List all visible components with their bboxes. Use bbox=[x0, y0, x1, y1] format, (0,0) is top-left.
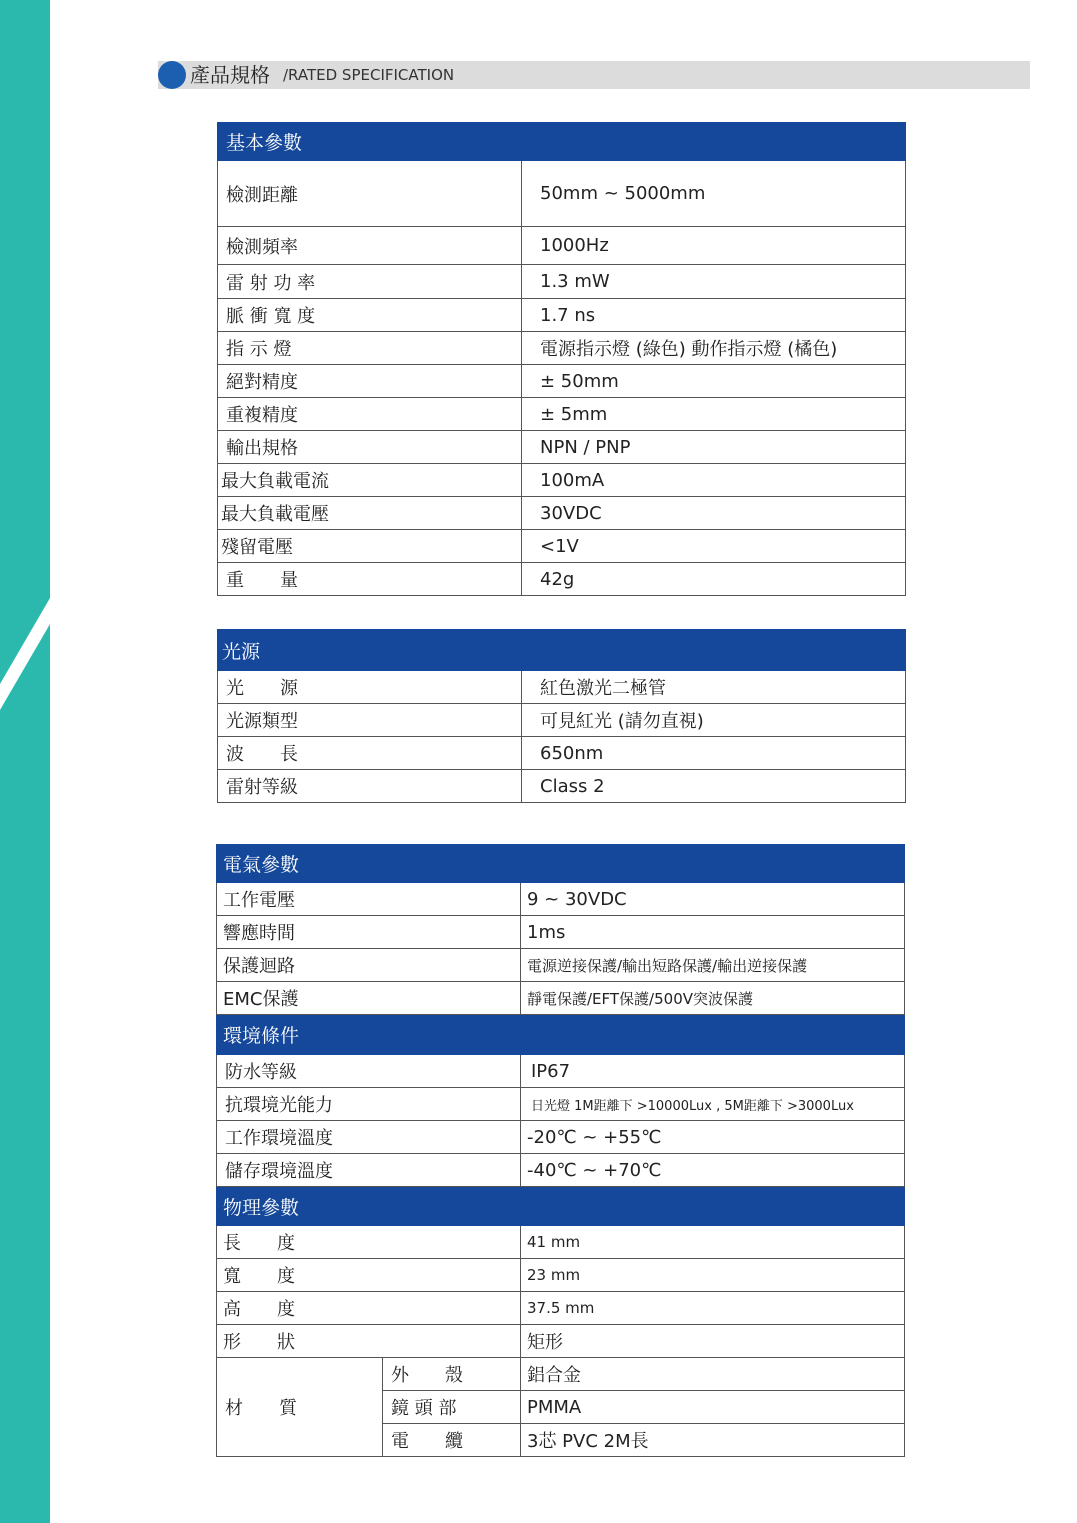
table-row bbox=[218, 227, 906, 265]
row-value: Class 2 bbox=[522, 770, 906, 803]
row-value: -40℃ ~ +70℃ bbox=[521, 1154, 905, 1187]
table-row bbox=[217, 1226, 905, 1259]
table-row bbox=[217, 1325, 905, 1358]
row-label: 形 狀 bbox=[217, 1325, 521, 1358]
group-title: 環境條件 bbox=[217, 1015, 905, 1055]
row-value: 650nm bbox=[522, 737, 906, 770]
row-label: 保護迴路 bbox=[217, 949, 521, 982]
row-value: ± 50mm bbox=[522, 365, 906, 398]
row-label: 響應時間 bbox=[217, 916, 521, 949]
row-label: 抗環境光能力 bbox=[217, 1088, 521, 1121]
table-row bbox=[218, 265, 906, 299]
table-row bbox=[217, 1088, 905, 1121]
section-subtitle: /RATED SPECIFICATION bbox=[283, 66, 455, 84]
row-label: 雷射等級 bbox=[218, 770, 522, 803]
row-value: 靜電保護/EFT保護/500V突波保護 bbox=[521, 982, 905, 1015]
table-row bbox=[217, 1154, 905, 1187]
row-value: 可見紅光 (請勿直視) bbox=[522, 704, 906, 737]
section-bullet-icon bbox=[158, 61, 186, 89]
row-label: 光 源 bbox=[218, 671, 522, 704]
row-label: 絕對精度 bbox=[218, 365, 522, 398]
row-label: 重複精度 bbox=[218, 398, 522, 431]
row-label: 工作電壓 bbox=[217, 883, 521, 916]
row-value: 矩形 bbox=[521, 1325, 905, 1358]
side-diagonal-stripe bbox=[0, 0, 50, 1523]
material-value: PMMA bbox=[521, 1391, 905, 1424]
material-row bbox=[217, 1358, 905, 1391]
basic-params-table bbox=[217, 122, 906, 596]
table-row bbox=[217, 1292, 905, 1325]
group-title: 電氣參數 bbox=[217, 845, 905, 883]
row-label: 殘留電壓 bbox=[218, 530, 522, 563]
row-label: 工作環境溫度 bbox=[217, 1121, 521, 1154]
row-value: 電源指示燈 (綠色) 動作指示燈 (橘色) bbox=[522, 332, 906, 365]
row-label: 防水等級 bbox=[217, 1055, 521, 1088]
table-row bbox=[218, 299, 906, 332]
table-row bbox=[217, 1259, 905, 1292]
material-part: 外 殼 bbox=[383, 1358, 521, 1391]
row-value: 50mm ~ 5000mm bbox=[522, 161, 906, 227]
row-label: 最大負載電流 bbox=[218, 464, 522, 497]
material-value: 3芯 PVC 2M長 bbox=[521, 1424, 905, 1457]
electrical-environment-physical-table bbox=[216, 844, 905, 1457]
row-value: IP67 bbox=[521, 1055, 905, 1088]
table-row bbox=[217, 1055, 905, 1088]
row-label: 長 度 bbox=[217, 1226, 521, 1259]
table-row bbox=[218, 671, 906, 704]
table-row bbox=[218, 737, 906, 770]
material-part: 電 纜 bbox=[383, 1424, 521, 1457]
group-header-row bbox=[218, 123, 906, 161]
row-value: 電源逆接保護/輸出短路保護/輸出逆接保護 bbox=[521, 949, 905, 982]
table-row bbox=[218, 431, 906, 464]
row-label: 輸出規格 bbox=[218, 431, 522, 464]
table-row bbox=[217, 982, 905, 1015]
material-part: 鏡 頭 部 bbox=[383, 1391, 521, 1424]
group-header-row bbox=[217, 1187, 905, 1226]
row-value: 100mA bbox=[522, 464, 906, 497]
row-value: ± 5mm bbox=[522, 398, 906, 431]
row-value: NPN / PNP bbox=[522, 431, 906, 464]
row-label: 寬 度 bbox=[217, 1259, 521, 1292]
row-label: 重 量 bbox=[218, 563, 522, 596]
table-row bbox=[217, 916, 905, 949]
table-row bbox=[218, 161, 906, 227]
table-row bbox=[217, 949, 905, 982]
row-value: 1.7 ns bbox=[522, 299, 906, 332]
row-label: 雷 射 功 率 bbox=[218, 265, 522, 299]
row-label: 高 度 bbox=[217, 1292, 521, 1325]
row-label: 儲存環境溫度 bbox=[217, 1154, 521, 1187]
table-row bbox=[218, 704, 906, 737]
row-label: 最大負載電壓 bbox=[218, 497, 522, 530]
section-title: 產品規格 bbox=[190, 63, 270, 87]
table-row bbox=[217, 1121, 905, 1154]
row-value: 日光燈 1M距離下 >10000Lux , 5M距離下 >3000Lux bbox=[521, 1088, 905, 1121]
row-value: 1ms bbox=[521, 916, 905, 949]
row-label: 脈 衝 寬 度 bbox=[218, 299, 522, 332]
row-value: <1V bbox=[522, 530, 906, 563]
row-label: 波 長 bbox=[218, 737, 522, 770]
light-source-table bbox=[217, 629, 906, 803]
row-value: 30VDC bbox=[522, 497, 906, 530]
material-value: 鋁合金 bbox=[521, 1358, 905, 1391]
table-row bbox=[218, 770, 906, 803]
row-value: 1000Hz bbox=[522, 227, 906, 265]
table-row bbox=[217, 883, 905, 916]
table-row bbox=[218, 464, 906, 497]
row-value: -20℃ ~ +55℃ bbox=[521, 1121, 905, 1154]
row-label: 指 示 燈 bbox=[218, 332, 522, 365]
row-value: 41 mm bbox=[521, 1226, 905, 1259]
group-title: 光源 bbox=[218, 630, 906, 671]
row-value: 1.3 mW bbox=[522, 265, 906, 299]
table-row bbox=[218, 332, 906, 365]
group-title: 基本參數 bbox=[218, 123, 906, 161]
table-row bbox=[218, 563, 906, 596]
group-title: 物理參數 bbox=[217, 1187, 905, 1226]
row-label: 光源類型 bbox=[218, 704, 522, 737]
row-label: EMC保護 bbox=[217, 982, 521, 1015]
row-label: 檢測頻率 bbox=[218, 227, 522, 265]
row-value: 37.5 mm bbox=[521, 1292, 905, 1325]
group-header-row bbox=[217, 1015, 905, 1055]
section-header bbox=[158, 61, 1030, 89]
row-label: 檢測距離 bbox=[218, 161, 522, 227]
group-header-row bbox=[218, 630, 906, 671]
row-value: 23 mm bbox=[521, 1259, 905, 1292]
table-row bbox=[218, 530, 906, 563]
row-value: 42g bbox=[522, 563, 906, 596]
row-value: 紅色激光二極管 bbox=[522, 671, 906, 704]
table-row bbox=[218, 365, 906, 398]
group-header-row bbox=[217, 845, 905, 883]
table-row bbox=[218, 497, 906, 530]
row-value: 9 ~ 30VDC bbox=[521, 883, 905, 916]
table-row bbox=[218, 398, 906, 431]
material-label: 材 質 bbox=[217, 1358, 383, 1457]
